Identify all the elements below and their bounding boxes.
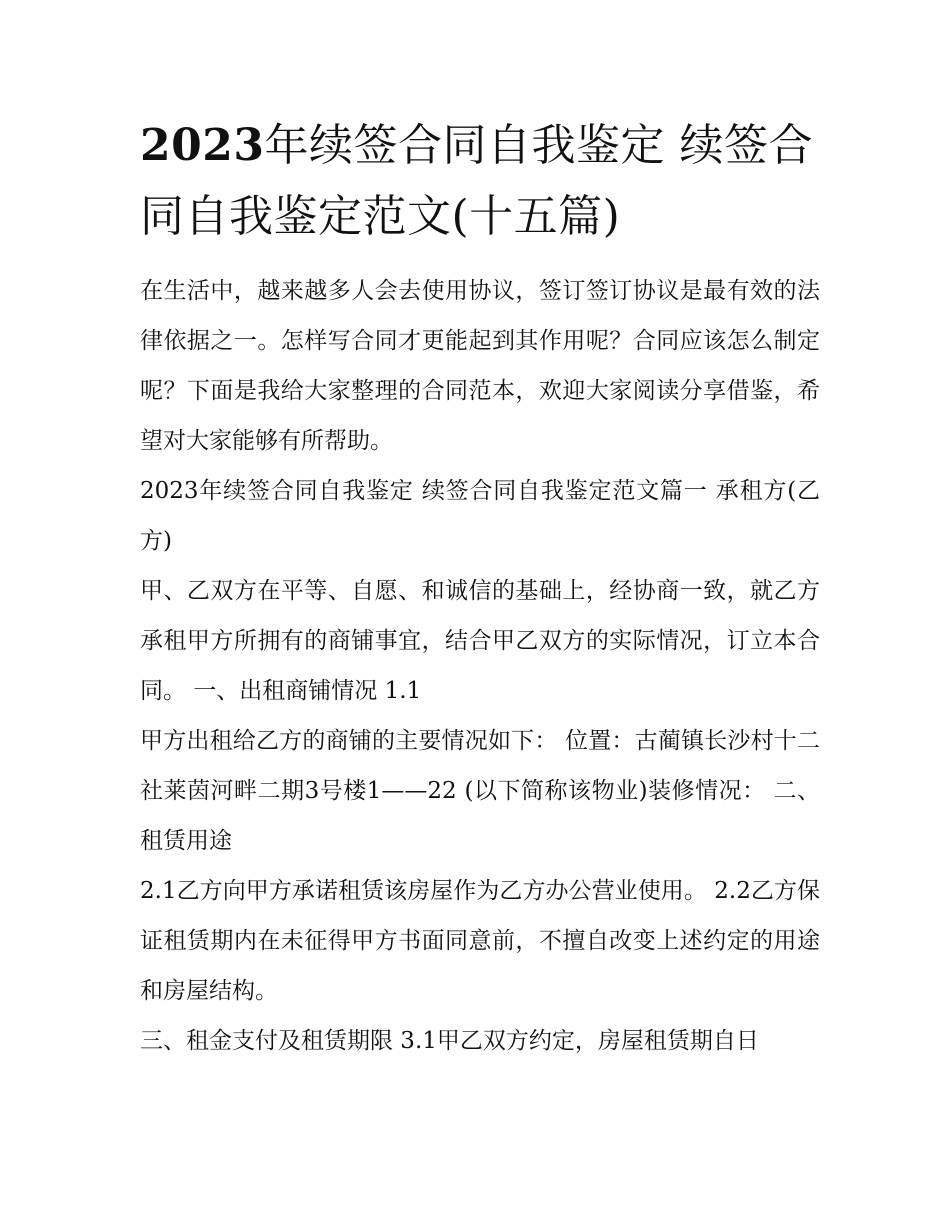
document-title xyxy=(140,110,820,252)
shop-info-paragraph: 甲方出租给乙方的商铺的主要情况如下： 位置：古蔺镇长沙村十二社莱茵河畔二期3号楼1——22 (以下简称该物业)装修情况： 二、租赁用途 xyxy=(140,728,820,854)
lease-purpose-paragraph: 2.1乙方向甲方承诺租赁该房屋作为乙方办公营业使用。 2.2乙方保证租赁期内在未征得甲方书面同意前，不擅自改变上述约定的用途和房屋结构。 xyxy=(140,878,820,1004)
section-heading-paragraph: 2023年续签合同自我鉴定 续签合同自我鉴定范文篇一 承租方(乙方) xyxy=(140,478,820,554)
document-page xyxy=(140,110,820,1066)
intro-paragraph: 在生活中，越来越多人会去使用协议，签订签订协议是最有效的法律依据之一。怎样写合同才更能起到其作用呢？合同应该怎么制定呢？下面是我给大家整理的合同范本，欢迎大家阅读分享借鉴，希望对大家能够有所帮助。 xyxy=(140,278,820,454)
title-text: 年续签合同自我鉴定 续签合同自我鉴定范文(十五篇) xyxy=(140,120,813,242)
rent-term-paragraph: 三、租金支付及租赁期限 3.1甲乙双方约定，房屋租赁期自日 xyxy=(140,1028,759,1054)
contract-preamble-paragraph: 甲、乙双方在平等、自愿、和诚信的基础上，经协商一致，就乙方承租甲方所拥有的商铺事宜，结合甲乙双方的实际情况，订立本合同。 一、出租商铺情况 1.1 xyxy=(140,578,820,704)
title-year: 2023 xyxy=(140,120,265,171)
